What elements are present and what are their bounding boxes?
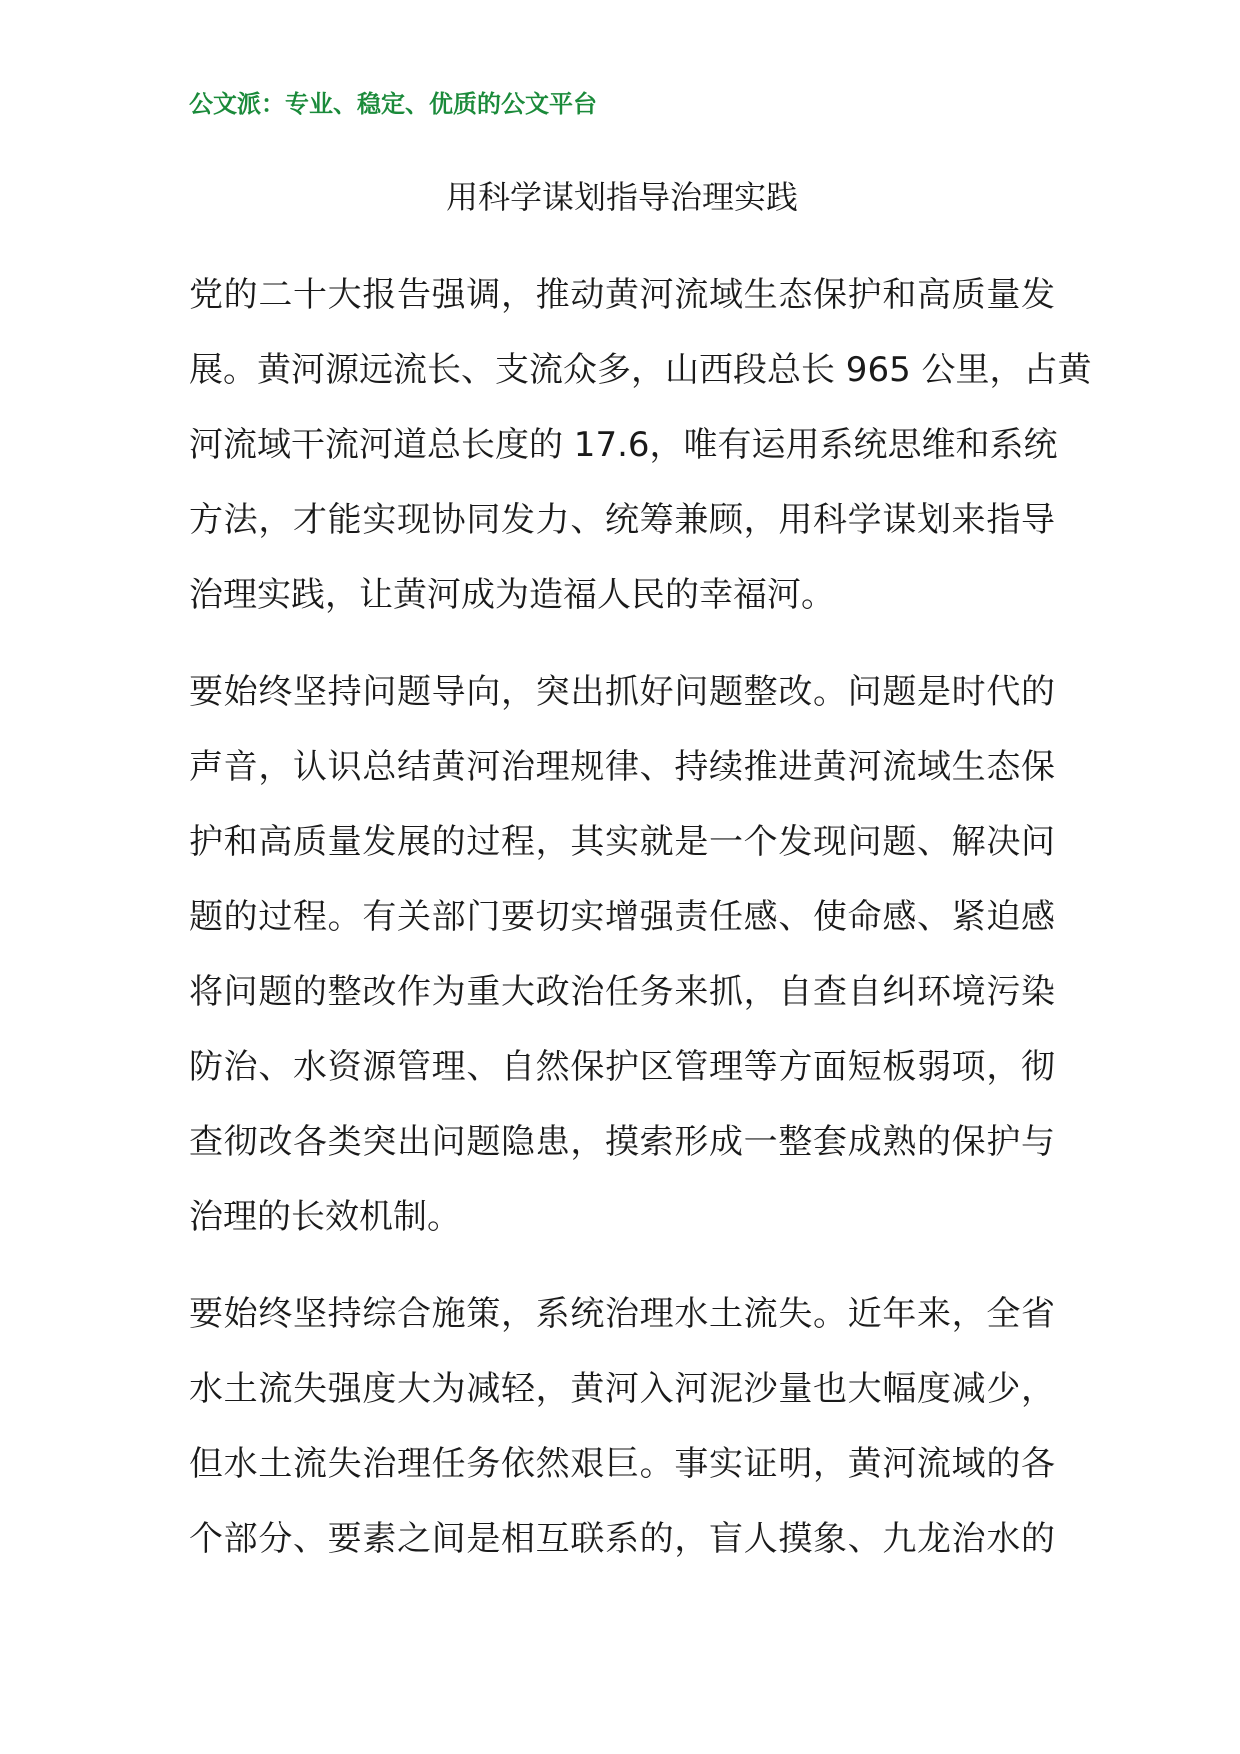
text-line: 治理的长效机制。: [189, 1197, 461, 1237]
document-body: [189, 258, 1092, 1599]
text-line: 展。黄河源远流长、支流众多，山西段总长 965 公里，占黄: [189, 350, 1092, 390]
text-line: 要始终坚持问题导向，突出抓好问题整改。问题是时代的: [189, 672, 1055, 712]
text-line: 要始终坚持综合施策，系统治理水土流失。近年来，全省: [189, 1294, 1055, 1334]
site-header-slogan: 公文派：专业、稳定、优质的公文平台: [189, 90, 597, 118]
text-line: 声音，认识总结黄河治理规律、持续推进黄河流域生态保: [189, 747, 1055, 787]
text-line: 个部分、要素之间是相互联系的，盲人摸象、九龙治水的: [189, 1519, 1055, 1559]
document-title: 用科学谋划指导治理实践: [445, 178, 798, 216]
text-line: 治理实践，让黄河成为造福人民的幸福河。: [189, 575, 835, 615]
paragraph-2: [189, 655, 1055, 1255]
text-line: 水土流失强度大为减轻，黄河入河泥沙量也大幅度减少，: [189, 1369, 1055, 1409]
text-line: 方法，才能实现协同发力、统筹兼顾，用科学谋划来指导: [189, 500, 1055, 540]
paragraph-1: [189, 258, 1092, 633]
text-line: 但水土流失治理任务依然艰巨。事实证明，黄河流域的各: [189, 1444, 1055, 1484]
text-line: 河流域干流河道总长度的 17.6，唯有运用系统思维和系统: [189, 425, 1058, 465]
paragraph-3: [189, 1277, 1055, 1577]
text-line: 护和高质量发展的过程，其实就是一个发现问题、解决问: [189, 822, 1055, 862]
text-line: 党的二十大报告强调，推动黄河流域生态保护和高质量发: [189, 275, 1055, 315]
text-line: 题的过程。有关部门要切实增强责任感、使命感、紧迫感: [189, 897, 1055, 937]
text-line: 查彻改各类突出问题隐患，摸索形成一整套成熟的保护与: [189, 1122, 1055, 1162]
text-line: 将问题的整改作为重大政治任务来抓，自查自纠环境污染: [189, 972, 1055, 1012]
text-line: 防治、水资源管理、自然保护区管理等方面短板弱项，彻: [189, 1047, 1055, 1087]
